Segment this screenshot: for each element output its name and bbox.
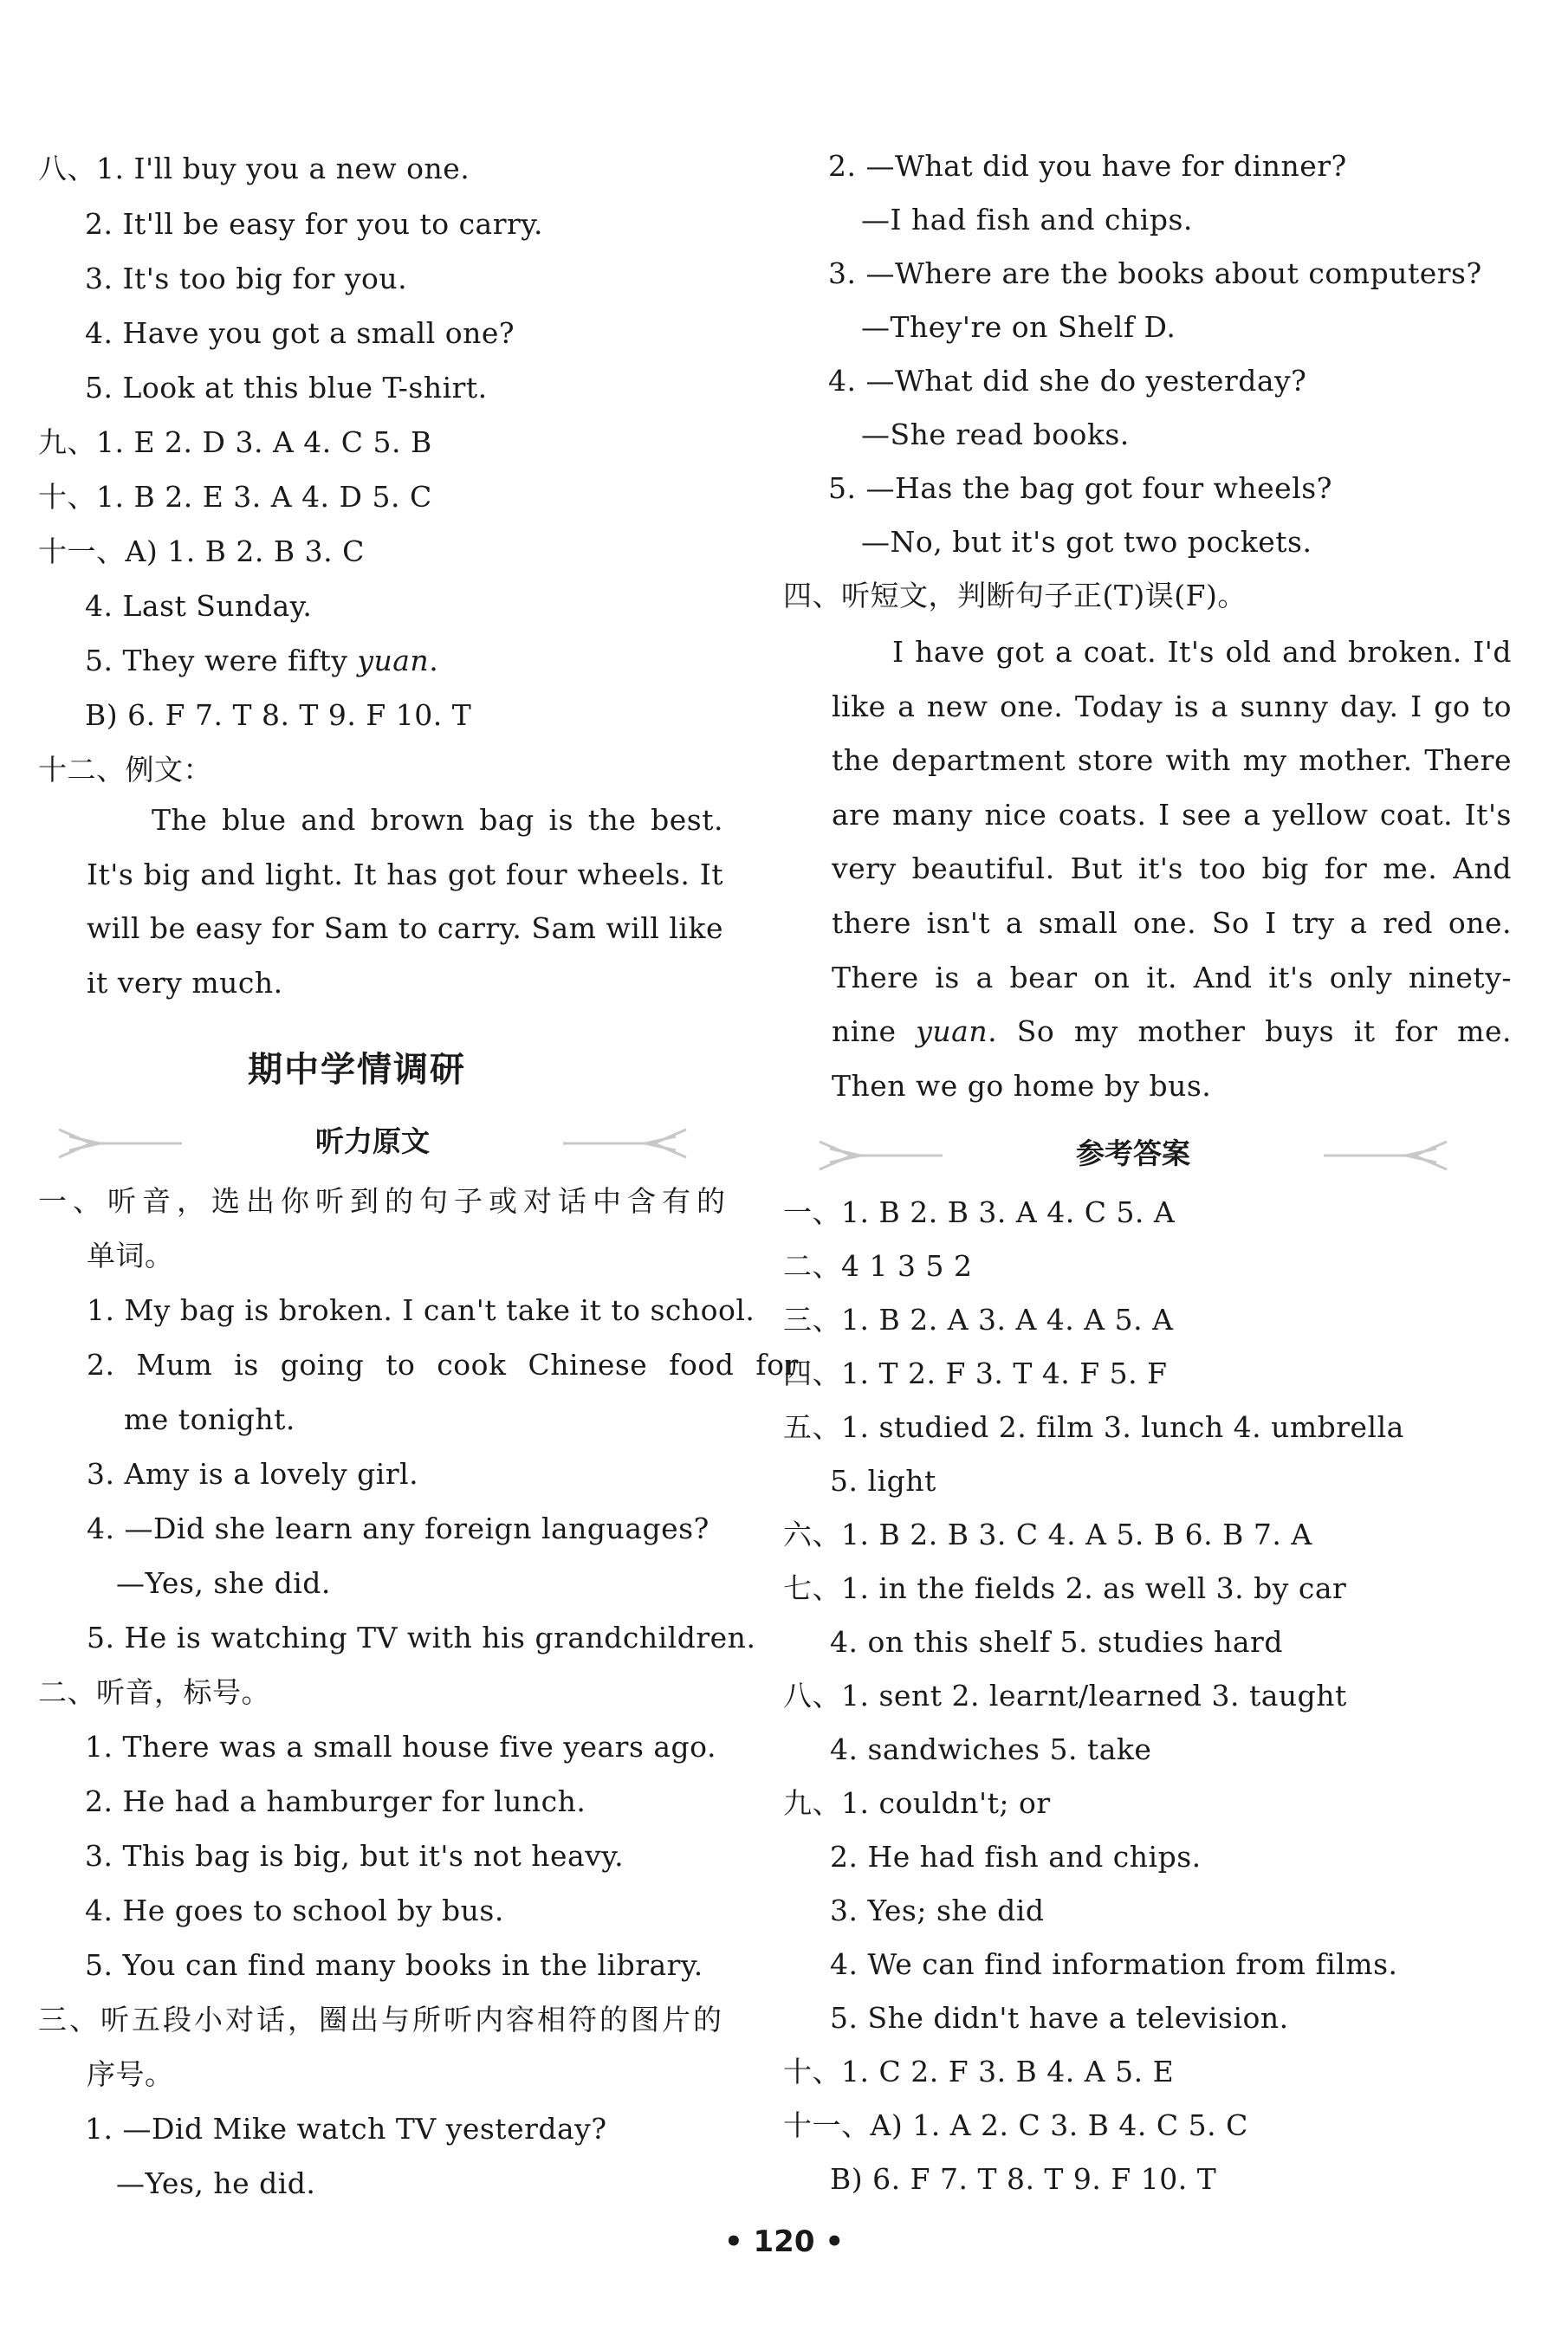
answer-2: 二、4 1 3 5 2 — [783, 1249, 973, 1283]
q3-item1-line1: 1. —Did Mike watch TV yesterday? — [85, 2112, 607, 2146]
sample-essay: The blue and brown bag is the best. It's big and light. It has got four wheels. It will be easy for Sam to carry. Sam will like it very much. — [87, 803, 723, 1000]
answer-9-line4: 4. We can find information from films. — [830, 1947, 1398, 1981]
q3-item2-line1: 2. —What did you have for dinner? — [828, 149, 1347, 183]
q1-heading-line2: 单词。 — [87, 1239, 174, 1272]
answer-7-line2: 4. on this shelf 5. studies hard — [830, 1625, 1283, 1659]
q2-item3: 3. This bag is big, but it's not heavy. — [85, 1839, 625, 1873]
sec10-answers: 十、1. B 2. E 3. A 4. D 5. C — [38, 480, 432, 514]
sec11-line4: B) 6. F 7. T 8. T 9. F 10. T — [85, 698, 472, 732]
sec11-line1: 十一、A) 1. B 2. B 3. C — [38, 534, 365, 568]
q2-item2: 2. He had a hamburger for lunch. — [85, 1784, 586, 1818]
sec8-line3: 3. It's too big for you. — [85, 262, 408, 295]
q3-item1-line2: —Yes, he did. — [116, 2166, 316, 2200]
answer-8-line2: 4. sandwiches 5. take — [830, 1732, 1152, 1766]
sec8-line5: 5. Look at this blue T-shirt. — [85, 371, 488, 405]
sec12-label: 十二、例文： — [38, 753, 212, 787]
sec11-line2: 4. Last Sunday. — [85, 589, 313, 623]
q3-item5-line1: 5. —Has the bag got four wheels? — [828, 471, 1332, 505]
q1-item4-line2: —Yes, she did. — [116, 1566, 331, 1600]
sec11-line3: 5. They were fifty yuan. — [85, 644, 439, 677]
answer-3: 三、1. B 2. A 3. A 4. A 5. A — [783, 1303, 1174, 1337]
q3-item3-line1: 3. —Where are the books about computers? — [828, 256, 1482, 290]
q4-heading: 四、听短文，判断句子正(T)误(F)。 — [783, 579, 1247, 612]
q3-item4-line1: 4. —What did she do yesterday? — [828, 364, 1307, 398]
answer-4: 四、1. T 2. F 3. T 4. F 5. F — [783, 1357, 1168, 1390]
answer-9-line1: 九、1. couldn't; or — [783, 1786, 1051, 1820]
answer-9-line2: 2. He had fish and chips. — [830, 1840, 1202, 1874]
q3-item3-line2: —They're on Shelf D. — [861, 310, 1176, 344]
q1-item2-line1: 2. Mum is going to cook Chinese food for — [87, 1348, 799, 1382]
answer-9-line5: 5. She didn't have a television. — [830, 2001, 1289, 2035]
q1-item3: 3. Amy is a lovely girl. — [87, 1457, 419, 1491]
answer-5-line2: 5. light — [830, 1464, 936, 1498]
q3-item5-line2: —No, but it's got two pockets. — [861, 525, 1312, 559]
q3-item4-line2: —She read books. — [861, 418, 1130, 451]
page-number: • 120 • — [723, 2224, 845, 2259]
sec9-answers: 九、1. E 2. D 3. A 4. C 5. B — [38, 425, 432, 459]
sec8-line1: 八、1. I'll buy you a new one. — [38, 152, 470, 185]
answer-9-line3: 3. Yes; she did — [830, 1894, 1045, 1927]
q1-item4-line1: 4. —Did she learn any foreign languages? — [87, 1512, 709, 1545]
answer-6: 六、1. B 2. B 3. C 4. A 5. B 6. B 7. A — [783, 1518, 1312, 1551]
answer-5-line1: 五、1. studied 2. film 3. lunch 4. umbrella — [783, 1410, 1404, 1444]
q3-heading-line1: 三、听五段小对话，圈出与所听内容相符的图片的 — [38, 2003, 724, 2036]
q2-item4: 4. He goes to school by bus. — [85, 1894, 504, 1927]
q2-item5: 5. You can find many books in the library. — [85, 1948, 703, 1982]
section-title: 期中学情调研 — [248, 1050, 466, 1090]
q3-item2-line2: —I had fish and chips. — [861, 203, 1193, 236]
listening-script-banner — [52, 1110, 693, 1171]
listening-script-label: 听力原文 — [315, 1124, 430, 1158]
answer-10: 十、1. C 2. F 3. B 4. A 5. E — [783, 2055, 1175, 2088]
answer-key-banner — [813, 1123, 1454, 1183]
q2-item1: 1. There was a small house five years ago. — [85, 1730, 716, 1764]
q1-item1: 1. My bag is broken. I can't take it to school. — [87, 1293, 755, 1327]
sec8-line2: 2. It'll be easy for you to carry. — [85, 207, 544, 241]
q1-heading-line1: 一、听音，选出你听到的句子或对话中含有的 — [38, 1184, 731, 1218]
answer-key-label: 参考答案 — [1076, 1136, 1190, 1170]
q3-heading-line2: 序号。 — [87, 2057, 174, 2091]
q1-item2-line2: me tonight. — [124, 1402, 295, 1436]
answer-1: 一、1. B 2. B 3. A 4. C 5. A — [783, 1195, 1176, 1229]
q4-passage: I have got a coat. It's old and broken. I'd like a new one. Today is a sunny day. I go to the department store with my mother. There are many nice coats. I see a yellow coat. It's very beautiful. But it's too big for me. And there isn't a small one. So I try a red one. There is a bear on it. And it's only ninety-nine yuan. So my mother buys it for me. Then we go home by bus. — [832, 635, 1512, 1103]
answer-7-line1: 七、1. in the fields 2. as well 3. by car — [783, 1571, 1347, 1605]
q1-item5: 5. He is watching TV with his grandchildren. — [87, 1621, 756, 1654]
answer-11-line1: 十一、A) 1. A 2. C 3. B 4. C 5. C — [783, 2108, 1248, 2142]
answer-8-line1: 八、1. sent 2. learnt/learned 3. taught — [783, 1679, 1347, 1713]
answer-11-line2: B) 6. F 7. T 8. T 9. F 10. T — [830, 2162, 1217, 2196]
sec8-line4: 4. Have you got a small one? — [85, 316, 515, 350]
q2-heading: 二、听音，标号。 — [38, 1675, 270, 1709]
